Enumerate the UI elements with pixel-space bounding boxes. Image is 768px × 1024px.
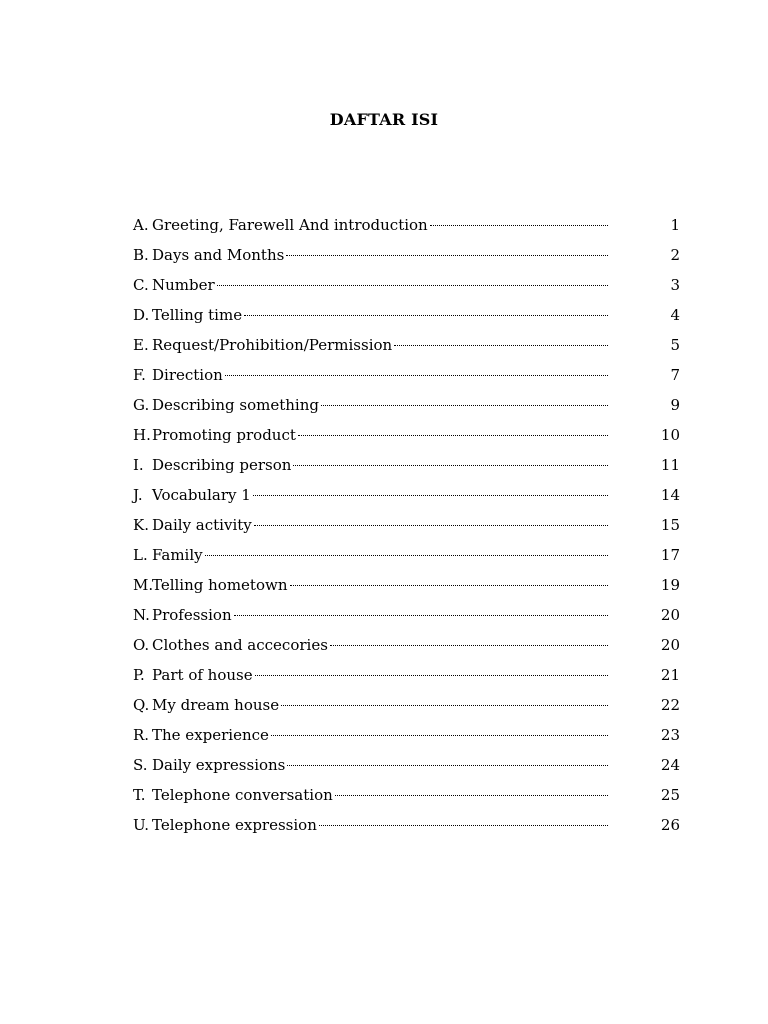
toc-page-number: 19 [660, 576, 680, 594]
toc-leader [217, 285, 608, 286]
toc-entry[interactable] [128, 570, 680, 600]
toc-page-number: 10 [660, 426, 680, 444]
toc-label: Telephone conversation [152, 786, 333, 804]
toc-label: Request/Prohibition/Permission [152, 336, 393, 354]
toc-letter: N. [133, 606, 150, 624]
toc-page-number: 3 [670, 276, 680, 294]
toc-label: Clothes and accecories [152, 636, 328, 654]
toc-letter: L. [133, 546, 148, 564]
toc-entry[interactable] [128, 540, 680, 570]
toc-leader [321, 405, 608, 406]
toc-label: Promoting product [152, 426, 296, 444]
toc-label: Describing something [152, 396, 319, 414]
toc-entry[interactable] [128, 750, 680, 780]
toc-leader [286, 255, 608, 256]
toc-page-number: 4 [670, 306, 680, 324]
toc-label: Telling time [152, 306, 243, 324]
toc-entry[interactable] [128, 240, 680, 270]
toc-entry[interactable] [128, 480, 680, 510]
toc-page-number: 20 [660, 606, 680, 624]
toc-letter: S. [133, 756, 148, 774]
toc-entry[interactable] [128, 360, 680, 390]
toc-entry[interactable] [128, 330, 680, 360]
toc-entry[interactable] [128, 780, 680, 810]
toc-leader [281, 705, 608, 706]
toc-page-number: 1 [670, 216, 680, 234]
toc-label: Daily expressions [152, 756, 286, 774]
toc-letter: U. [133, 816, 150, 834]
toc-letter: T. [133, 786, 146, 804]
toc-entry[interactable] [128, 510, 680, 540]
toc-letter: H. [133, 426, 151, 444]
toc-label: Profession [152, 606, 232, 624]
toc-page-number: 20 [660, 636, 680, 654]
toc-page-number: 21 [660, 666, 680, 684]
toc-entry[interactable] [128, 720, 680, 750]
toc-entry[interactable] [128, 390, 680, 420]
toc-label: Part of house [152, 666, 253, 684]
toc-label: Telling hometown [152, 576, 288, 594]
toc-label: Direction [152, 366, 223, 384]
toc-leader [271, 735, 608, 736]
toc-leader [234, 615, 608, 616]
toc-letter: R. [133, 726, 150, 744]
page-title: DAFTAR ISI [329, 110, 439, 129]
toc-entry[interactable] [128, 300, 680, 330]
toc-leader [394, 345, 608, 346]
toc-page-number: 24 [660, 756, 680, 774]
toc-leader [293, 465, 608, 466]
toc-letter: G. [133, 396, 150, 414]
toc-label: Number [152, 276, 215, 294]
toc-page-number: 14 [660, 486, 680, 504]
toc-letter: M. [133, 576, 154, 594]
toc-leader [335, 795, 608, 796]
toc-letter: B. [133, 246, 149, 264]
toc-page-number: 9 [670, 396, 680, 414]
toc-leader [244, 315, 608, 316]
toc-entry[interactable] [128, 600, 680, 630]
toc-leader [225, 375, 608, 376]
toc-page-number: 15 [660, 516, 680, 534]
toc-letter: E. [133, 336, 149, 354]
toc-leader [253, 495, 608, 496]
toc-entry[interactable] [128, 270, 680, 300]
toc-label: Days and Months [152, 246, 285, 264]
toc-page-number: 11 [660, 456, 680, 474]
toc-leader [290, 585, 609, 586]
toc-letter: K. [133, 516, 149, 534]
toc-letter: P. [133, 666, 145, 684]
toc-letter: O. [133, 636, 150, 654]
toc-page-number: 17 [660, 546, 680, 564]
toc-label: Daily activity [152, 516, 252, 534]
toc-label: Vocabulary 1 [152, 486, 251, 504]
toc-label: Family [152, 546, 203, 564]
toc-page-number: 2 [670, 246, 680, 264]
toc-entry[interactable] [128, 660, 680, 690]
toc-entry[interactable] [128, 450, 680, 480]
toc-label: My dream house [152, 696, 280, 714]
toc-entry[interactable] [128, 690, 680, 720]
toc-leader [205, 555, 608, 556]
toc-page-number: 25 [660, 786, 680, 804]
toc-letter: A. [133, 216, 149, 234]
toc-letter: Q. [133, 696, 150, 714]
toc-page-number: 23 [660, 726, 680, 744]
toc-letter: I. [133, 456, 144, 474]
toc-label: Greeting, Farewell And introduction [152, 216, 428, 234]
toc-page-number: 26 [660, 816, 680, 834]
toc-page-number: 7 [670, 366, 680, 384]
toc-entry[interactable] [128, 630, 680, 660]
toc-leader [319, 825, 608, 826]
toc-leader [330, 645, 608, 646]
toc-leader [255, 675, 608, 676]
toc-letter: D. [133, 306, 150, 324]
toc-page-number: 5 [670, 336, 680, 354]
toc-label: The experience [152, 726, 269, 744]
toc-label: Telephone expression [152, 816, 317, 834]
table-of-contents [128, 210, 680, 840]
toc-letter: C. [133, 276, 149, 294]
toc-page-number: 22 [660, 696, 680, 714]
toc-leader [298, 435, 608, 436]
toc-letter: F. [133, 366, 146, 384]
toc-entry[interactable] [128, 210, 680, 240]
toc-entry[interactable] [128, 810, 680, 840]
toc-leader [287, 765, 608, 766]
toc-letter: J. [133, 486, 143, 504]
toc-label: Describing person [152, 456, 292, 474]
toc-leader [430, 225, 608, 226]
toc-leader [254, 525, 608, 526]
toc-entry[interactable] [128, 420, 680, 450]
